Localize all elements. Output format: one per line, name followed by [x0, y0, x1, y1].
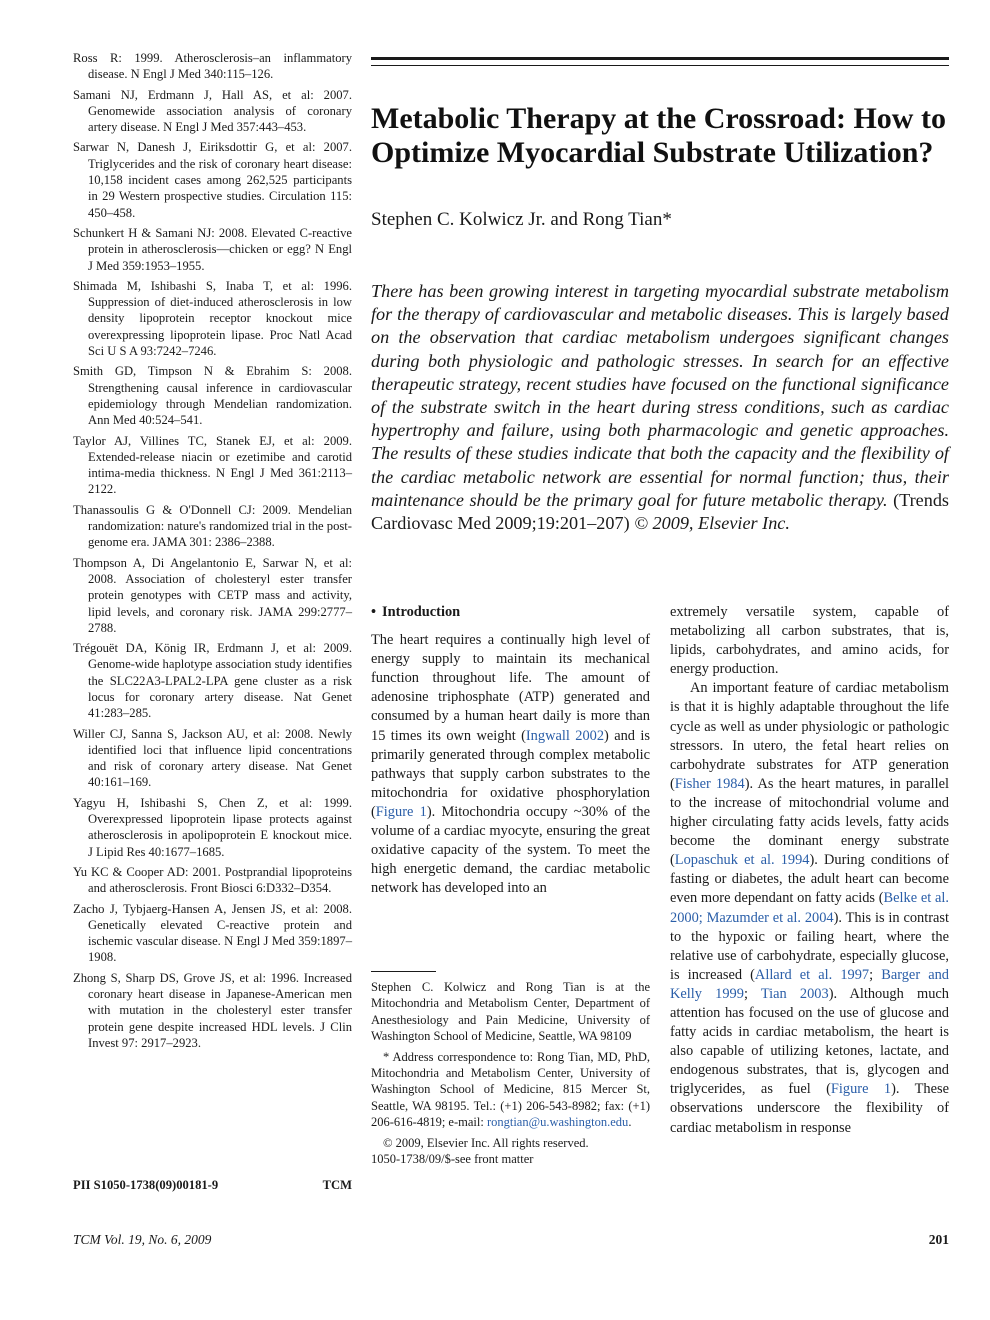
- reference-item: Schunkert H & Samani NJ: 2008. Elevated C-reactive protein in atherosclerosis—chicken or egg? N Engl J Med 359:1953–1955.: [73, 225, 352, 273]
- reference-item: Smith GD, Timpson N & Ebrahim S: 2008. Strengthening causal inference in cardiovascular epidemiology through Mendelian randomization. Ann Med 40:524–541.: [73, 364, 352, 428]
- paragraph-text: An important feature of cardiac metabolism is that it is highly adaptable throughout the life cycle as well as under physiologic or pathologic stressors. In utero, the fetal heart relies on carbohydrate substrates for ATP generation (: [670, 680, 949, 792]
- header-rule-thin: [371, 65, 949, 66]
- paragraph-text: ). These observations underscore the flexibility of cardiac metabolism in response: [670, 1081, 949, 1136]
- paragraph-text: The heart requires a continually high level of energy supply to maintain its mechanical function throughout life. The amount of adenosine triphosphate (ATP) generated and consumed by a human heart daily is more than 15 times its own weight (: [371, 632, 650, 744]
- reference-item: Zacho J, Tybjaerg-Hansen A, Jensen JS, et al: 2008. Genetically elevated C-reactive protein and ischemic vascular disease. N Engl J Med 359:1897–1908.: [73, 901, 352, 965]
- article-authors: Stephen C. Kolwicz Jr. and Rong Tian*: [371, 209, 672, 230]
- paragraph-text: ). During conditions of fasting or diabetes, the adult heart can become even more dependant on fatty acids (: [670, 852, 949, 907]
- right-paragraph-2: [670, 679, 949, 1137]
- paragraph-text: ). Although much attention has focused on the use of glucose and fatty acids in cardiac metabolism, the heart is also capable of utilizing ketones, lactate, and endogenous substrates, that is, glycogen and triglycerides, as fuel (: [670, 985, 949, 1098]
- paragraph-text: ). Mitochondria occupy ~30% of the volume of a cardiac myocyte, ensuring the great oxidative capacity of the system. To meet the high energetic demand, the cardiac metabolic network has developed into an: [371, 803, 651, 897]
- paragraph-text: ;: [869, 966, 882, 983]
- paragraph-text: ;: [743, 985, 761, 1002]
- reference-item: Sarwar N, Danesh J, Eiriksdottir G, et al: 2007. Triglycerides and the risk of coronary heart disease: 10,158 incident cases among 262,525 participants in 29 Western prospective studies. Circulation 115: 450–458.: [73, 140, 352, 220]
- reference-item: Taylor AJ, Villines TC, Stanek EJ, et al: 2009. Extended-release niacin or ezetimibe and carotid intima-media thickness. N Engl J Med 361:2113–2122.: [73, 433, 352, 497]
- affiliation-note: Stephen C. Kolwicz and Rong Tian is at the Mitochondria and Metabolism Center, Department of Anesthesiology and Pain Medicine, University of Washington School of Medicine, Seattle, WA 98109: [371, 980, 650, 1044]
- correspondence-note: [371, 1049, 650, 1131]
- issn-note: 1050-1738/09/$-see front matter: [371, 1152, 534, 1167]
- email-link[interactable]: rongtian@u.washington.edu: [486, 1115, 629, 1130]
- citation-link[interactable]: Tian 2003: [760, 985, 829, 1002]
- citation-link[interactable]: Figure 1: [830, 1081, 892, 1098]
- right-paragraph-1: extremely versatile system, capable of metabolizing all carbon substrates, that is, lipids, carbohydrates, and amino acids, for energy production.: [670, 604, 949, 678]
- header-rule-thick: [371, 57, 949, 60]
- paragraph-text: ) and is primarily generated through complex metabolic pathways that supply carbon substrates to the mitochondria for oxidative phosphorylation (: [371, 727, 650, 820]
- citation-link[interactable]: Barger and Kelly 1999: [670, 966, 949, 1002]
- reference-item: Ross R: 1999. Atherosclerosis–an inflammatory disease. N Engl J Med 340:115–126.: [73, 51, 352, 82]
- reference-item: Shimada M, Ishibashi S, Inaba T, et al: 1996. Suppression of diet-induced atherosclerosis in low density lipoprotein receptor knockout mice overexpressing lipoprotein lipase. Proc Natl Acad Sci U S A 93:7242–7246.: [73, 278, 352, 359]
- article-title: Metabolic Therapy at the Crossroad: How to Optimize Myocardial Substrate Utilization?: [371, 102, 946, 169]
- abstract-copyright: © 2009, Elsevier Inc.: [634, 513, 790, 534]
- citation-link[interactable]: Lopaschuk et al. 1994: [674, 852, 810, 869]
- journal-footer: TCM Vol. 19, No. 6, 2009: [73, 1232, 212, 1247]
- abstract-citation: (Trends Cardiovasc Med 2009;19:201–207): [371, 489, 950, 534]
- footnote-rule: [371, 971, 436, 972]
- right-column: [670, 603, 949, 1138]
- correspondence-end: .: [628, 1115, 632, 1130]
- section-heading-text: Introduction: [382, 604, 461, 620]
- reference-item: Thanassoulis G & O'Donnell CJ: 2009. Mendelian randomization: nature's randomized trial in the post-genome era. JAMA 301: 2386–2388.: [73, 502, 352, 550]
- paragraph-text: ). As the heart matures, in parallel to the increase of mitochondrial volume and higher circulating fatty acids levels, fatty acids become the dominant energy substrate (: [670, 775, 949, 869]
- citation-link[interactable]: Ingwall 2002: [525, 727, 605, 744]
- rights-note: © 2009, Elsevier Inc. All rights reserved.: [383, 1135, 589, 1150]
- bullet-icon: •: [371, 604, 377, 620]
- reference-item: Trégouët DA, König IR, Erdmann J, et al: 2009. Genome-wide haplotype association study identifies the SLC22A3-LPAL2-LPA gene cluster as a risk locus for coronary artery disease. Nat Genet 41:283–285.: [73, 641, 352, 721]
- reference-item: Yu KC & Cooper AD: 2001. Postprandial lipoproteins and atherosclerosis. Front Biosci 6:D332–D354.: [73, 864, 352, 896]
- pii-code: PII S1050-1738(09)00181-9: [73, 1178, 219, 1192]
- citation-link[interactable]: Allard et al. 1997: [754, 966, 870, 983]
- page-number: 201: [928, 1232, 949, 1247]
- reference-item: Zhong S, Sharp DS, Grove JS, et al: 1996. Increased coronary heart disease in Japanese-American men with mutation in the cholesteryl ester transfer protein gene despite increased HDL levels. J Clin Invest 97: 2917–2923.: [73, 970, 352, 1050]
- reference-item: Samani NJ, Erdmann J, Hall AS, et al: 2007. Genomewide association analysis of coronary artery disease. N Engl J Med 357:443–453.: [73, 87, 352, 135]
- intro-column: [371, 603, 650, 898]
- citation-link[interactable]: Figure 1: [375, 803, 427, 820]
- citation-link[interactable]: Fisher 1984: [674, 775, 745, 792]
- journal-abbrev: TCM: [322, 1178, 352, 1192]
- reference-item: Yagyu H, Ishibashi S, Chen Z, et al: 1999. Overexpressed lipoprotein lipase protects against atherosclerosis in apolipoprotein E knockout mice. J Lipid Res 40:1677–1685.: [73, 795, 352, 859]
- abstract: [371, 280, 949, 535]
- abstract-text: There has been growing interest in targeting myocardial substrate metabolism for the therapy of cardiovascular and metabolic diseases. This is largely based on the observation that cardiac metabolism undergoes significant changes during both physiologic and pathologic stresses. In search for an effective therapeutic strategy, recent studies have focused on the functional significance of the substrate switch in the heart during stress conditions, such as cardiac hypertrophy and failure, using both pharmacologic and genetic approaches. The results of these studies indicate that both the capacity and the flexibility of the cardiac metabolic network are essential for normal function; thus, their maintenance should be the primary goal for future metabolic therapy.: [371, 281, 949, 510]
- reference-item: Thompson A, Di Angelantonio E, Sarwar N, et al: 2008. Association of cholesteryl ester transfer protein genotypes with CETP mass and activity, lipid levels, and coronary risk. JAMA 299:2777–2788.: [73, 555, 352, 635]
- section-heading: [371, 603, 650, 622]
- pii-line: [73, 1178, 352, 1193]
- reference-item: Willer CJ, Sanna S, Jackson AU, et al: 2008. Newly identified loci that influence lipid concentrations and risk of coronary artery disease. Nat Genet 40:161–169.: [73, 726, 352, 790]
- references-list: [73, 50, 352, 1055]
- intro-paragraph: [371, 631, 650, 898]
- paragraph-text: ). This is in contrast to the hypoxic or failing heart, where the relative use of carbohydrate, especially glucose, is increased (: [670, 909, 950, 983]
- citation-link[interactable]: Belke et al. 2000; Mazumder et al. 2004: [670, 890, 949, 926]
- footnotes: [371, 979, 650, 1167]
- correspondence-text: * Address correspondence to: Rong Tian, MD, PhD, Mitochondria and Metabolism Center, University of Washington School of Medicine, 815 Mercer St, Seattle, WA 98195. Tel.: (+1) 206-543-8982; fax: (+1) 206-616-4819; e-mail:: [371, 1049, 650, 1130]
